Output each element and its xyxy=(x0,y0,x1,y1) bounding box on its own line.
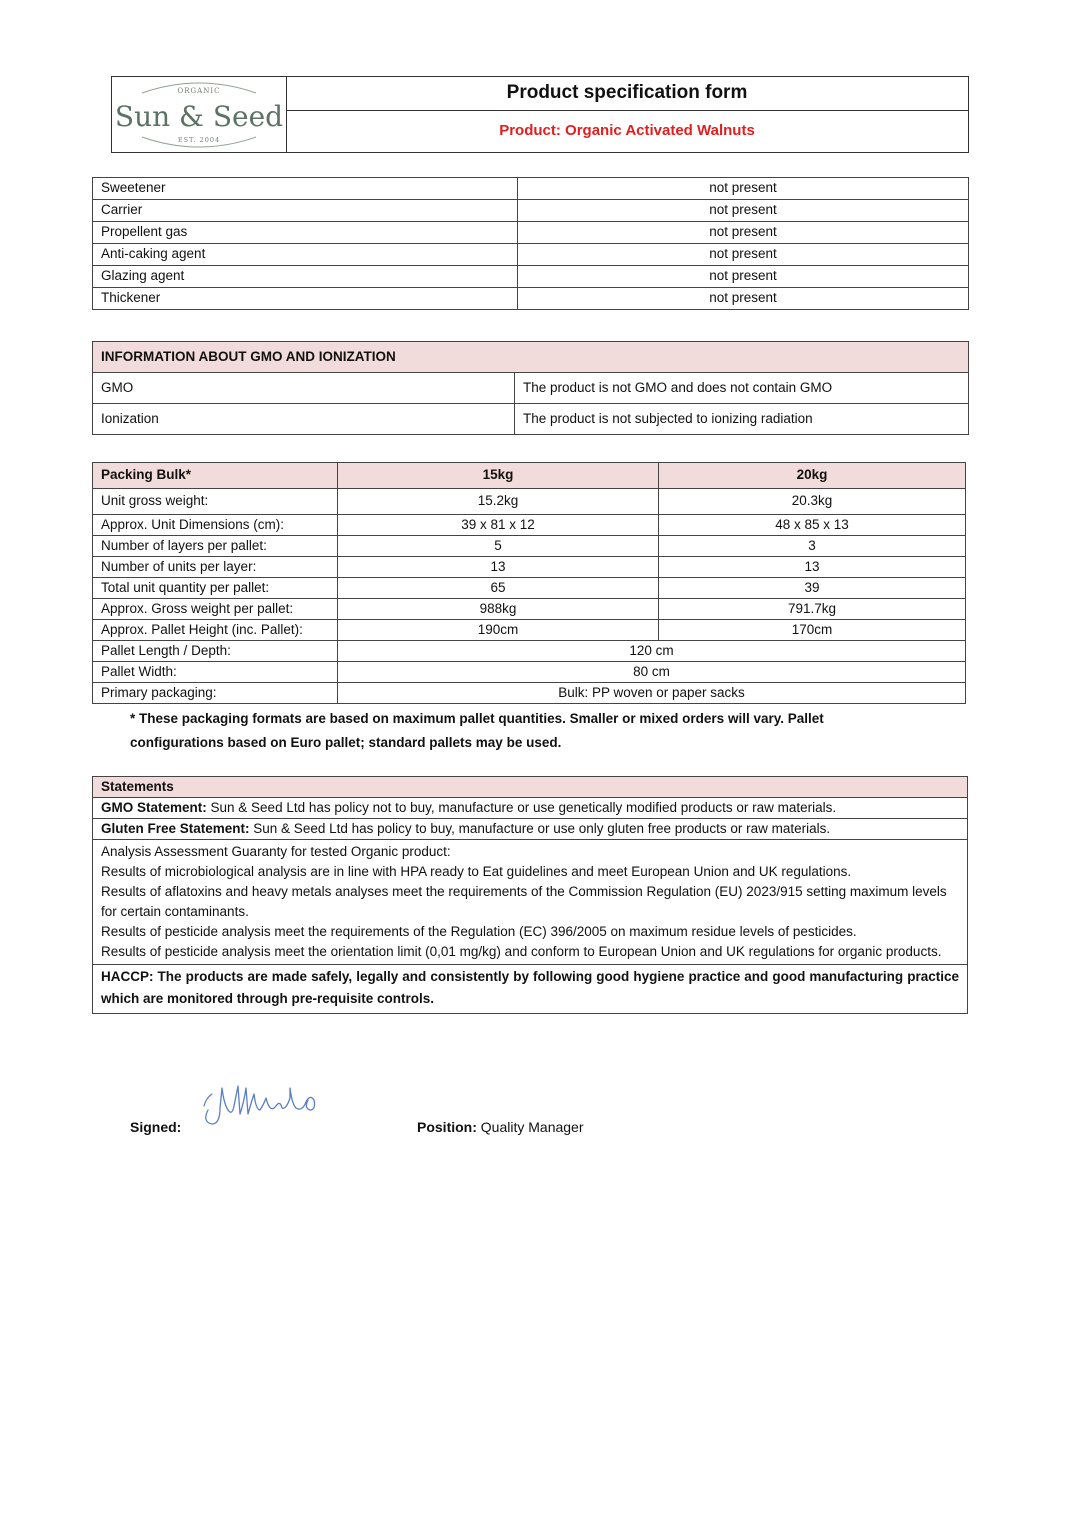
packing-label: Number of units per layer: xyxy=(93,557,338,578)
packing-table xyxy=(92,462,966,704)
product-name: Product: Organic Activated Walnuts xyxy=(499,122,755,139)
additive-value: not present xyxy=(518,200,969,222)
packing-label: Unit gross weight: xyxy=(93,489,338,515)
packing-value-20kg: 3 xyxy=(659,536,966,557)
analysis-line: Results of aflatoxins and heavy metals analyses meet the requirements of the Commission Regulation (EU) 2023/915 setting maximum levels for certain contaminants. xyxy=(101,884,947,919)
gmo-ionization-table xyxy=(92,341,969,435)
table-row xyxy=(93,266,969,288)
packing-value-20kg: 20.3kg xyxy=(659,489,966,515)
table-row xyxy=(93,683,966,704)
table-row xyxy=(93,373,969,404)
packing-value-20kg: 13 xyxy=(659,557,966,578)
logo-brand-text: Sun & Seed xyxy=(114,100,284,133)
additive-value: not present xyxy=(518,266,969,288)
logo-top-text: ORGANIC xyxy=(177,87,221,95)
packing-value-15kg: 15.2kg xyxy=(338,489,659,515)
packing-value-15kg: 13 xyxy=(338,557,659,578)
packing-label: Pallet Width: xyxy=(93,662,338,683)
packing-value-15kg: 39 x 81 x 12 xyxy=(338,515,659,536)
additive-value: not present xyxy=(518,222,969,244)
additive-label: Glazing agent xyxy=(93,266,518,288)
additive-label: Thickener xyxy=(93,288,518,310)
additive-value: not present xyxy=(518,244,969,266)
haccp-statement: HACCP: The products are made safely, legally and consistently by following good hygiene practice and good manufacturing practice which are monitored through pre-requisite controls. xyxy=(93,965,968,1014)
table-row xyxy=(93,489,966,515)
additive-label: Sweetener xyxy=(93,178,518,200)
packing-footnote-line: * These packaging formats are based on maximum pallet quantities. Smaller or mixed orders will vary. Pallet xyxy=(130,711,824,726)
gluten-statement xyxy=(93,819,968,840)
packing-label: Approx. Gross weight per pallet: xyxy=(93,599,338,620)
position-label: Position: xyxy=(417,1119,477,1135)
table-row xyxy=(93,641,966,662)
gluten-statement-label: Gluten Free Statement: xyxy=(101,820,250,836)
statements-heading: Statements xyxy=(93,777,968,798)
table-row xyxy=(93,662,966,683)
gmo-statement-label: GMO Statement: xyxy=(101,799,207,815)
signature-graphic xyxy=(198,1080,358,1130)
position-field xyxy=(417,1119,584,1135)
packing-value-15kg: 190cm xyxy=(338,620,659,641)
ionization-label: Ionization xyxy=(93,404,515,435)
table-row xyxy=(93,536,966,557)
table-row xyxy=(93,840,968,965)
table-row xyxy=(93,819,968,840)
table-row xyxy=(93,965,968,1014)
gluten-statement-text: Sun & Seed Ltd has policy to buy, manufacture or use only gluten free products or raw materials. xyxy=(249,820,831,836)
packing-label: Number of layers per pallet: xyxy=(93,536,338,557)
table-row xyxy=(93,178,969,200)
packing-label: Approx. Unit Dimensions (cm): xyxy=(93,515,338,536)
packing-label: Total unit quantity per pallet: xyxy=(93,578,338,599)
packing-label: Primary packaging: xyxy=(93,683,338,704)
table-row xyxy=(93,404,969,435)
gmo-section-heading: INFORMATION ABOUT GMO AND IONIZATION xyxy=(93,342,969,373)
packing-value-20kg: 48 x 85 x 13 xyxy=(659,515,966,536)
ionization-value: The product is not subjected to ionizing radiation xyxy=(515,404,969,435)
handwritten-signature xyxy=(198,1080,358,1135)
packing-merged-value: Bulk: PP woven or paper sacks xyxy=(338,683,966,704)
packing-merged-value: 120 cm xyxy=(338,641,966,662)
table-row xyxy=(93,222,969,244)
packing-value-15kg: 988kg xyxy=(338,599,659,620)
additive-label: Carrier xyxy=(93,200,518,222)
analysis-statement xyxy=(93,840,968,965)
packing-header-20kg: 20kg xyxy=(659,463,966,489)
document-title: Product specification form xyxy=(286,77,968,111)
table-row xyxy=(93,515,966,536)
additive-label: Anti-caking agent xyxy=(93,244,518,266)
packing-header-15kg: 15kg xyxy=(338,463,659,489)
document-header xyxy=(111,76,969,153)
packing-merged-value: 80 cm xyxy=(338,662,966,683)
logo-est-text: EST. 2004 xyxy=(177,136,221,144)
packing-footnote xyxy=(130,707,910,755)
table-row xyxy=(93,200,969,222)
additives-table xyxy=(92,177,969,310)
packing-footnote-line: configurations based on Euro pallet; standard pallets may be used. xyxy=(130,735,562,750)
packing-value-20kg: 39 xyxy=(659,578,966,599)
additive-value: not present xyxy=(518,178,969,200)
logo-graphic xyxy=(112,77,286,152)
gmo-statement xyxy=(93,798,968,819)
analysis-line: Results of microbiological analysis are in line with HPA ready to Eat guidelines and meet European Union and UK regulations. xyxy=(101,864,852,879)
gmo-statement-text: Sun & Seed Ltd has policy not to buy, manufacture or use genetically modified products or raw materials. xyxy=(206,799,837,815)
packing-header-label: Packing Bulk* xyxy=(93,463,338,489)
analysis-line: Analysis Assessment Guaranty for tested Organic product: xyxy=(101,844,451,859)
analysis-line: Results of pesticide analysis meet the orientation limit (0,01 mg/kg) and conform to European Union and UK regulations for organic products. xyxy=(101,944,942,959)
packing-value-20kg: 170cm xyxy=(659,620,966,641)
additive-value: not present xyxy=(518,288,969,310)
table-row xyxy=(93,244,969,266)
analysis-line: Results of pesticide analysis meet the requirements of the Regulation (EC) 396/2005 on maximum residue levels of pesticides. xyxy=(101,924,857,939)
packing-label: Pallet Length / Depth: xyxy=(93,641,338,662)
packing-value-15kg: 65 xyxy=(338,578,659,599)
packing-value-15kg: 5 xyxy=(338,536,659,557)
signed-label: Signed: xyxy=(130,1119,182,1135)
table-row xyxy=(93,557,966,578)
gmo-label: GMO xyxy=(93,373,515,404)
company-logo xyxy=(112,77,287,152)
additive-label: Propellent gas xyxy=(93,222,518,244)
statements-table xyxy=(92,776,968,1014)
table-row xyxy=(93,620,966,641)
packing-label: Approx. Pallet Height (inc. Pallet): xyxy=(93,620,338,641)
table-row xyxy=(93,599,966,620)
position-value: Quality Manager xyxy=(476,1119,584,1135)
table-row xyxy=(93,288,969,310)
table-row xyxy=(93,798,968,819)
packing-value-20kg: 791.7kg xyxy=(659,599,966,620)
gmo-value: The product is not GMO and does not contain GMO xyxy=(515,373,969,404)
table-row xyxy=(93,578,966,599)
